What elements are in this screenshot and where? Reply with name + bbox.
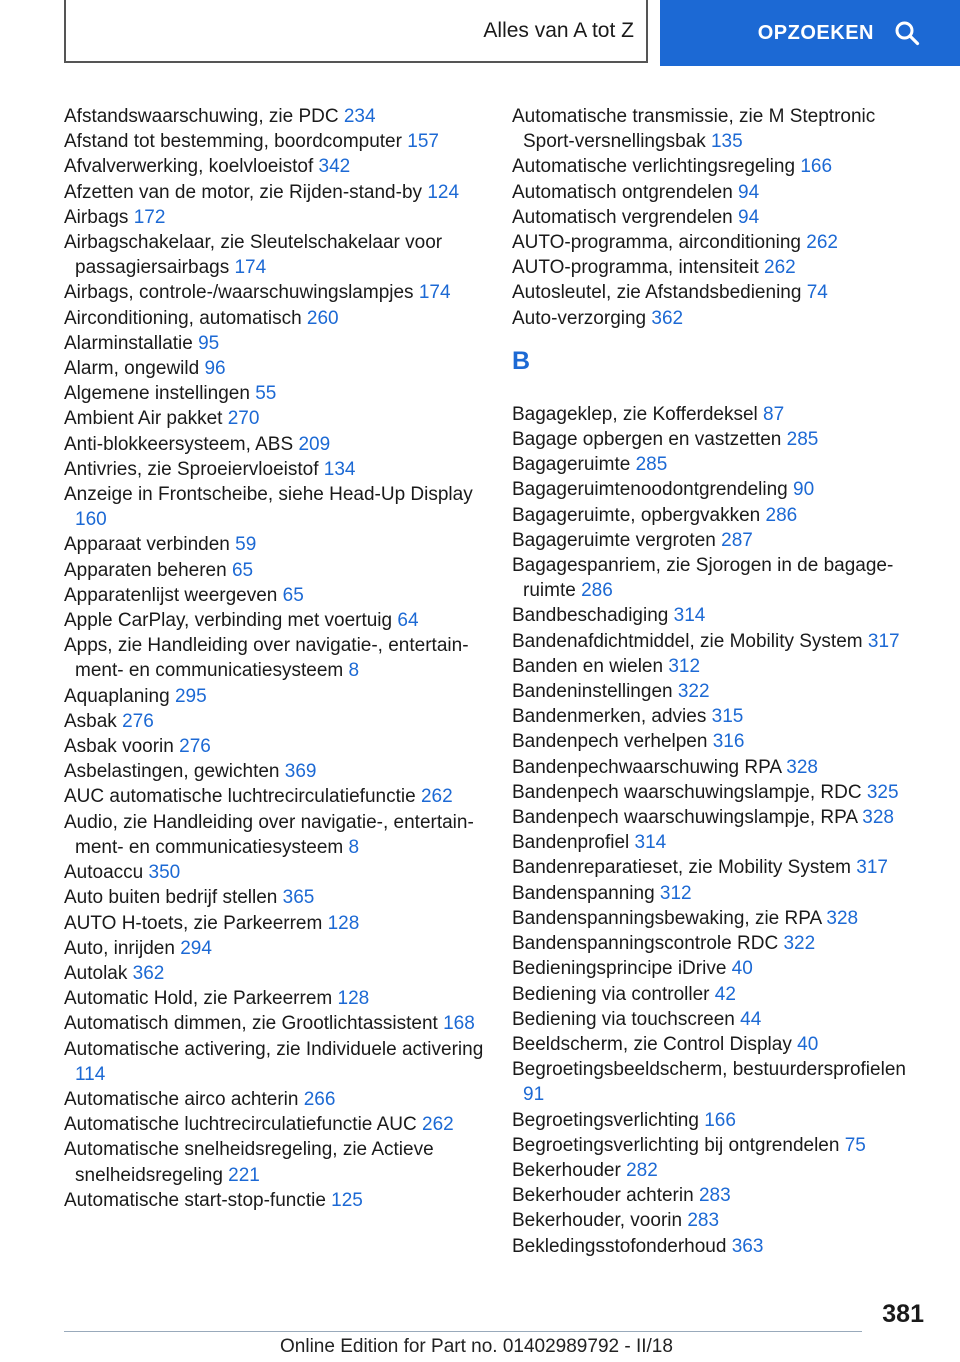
index-entry [512,427,932,452]
index-page-link[interactable]: 59 [235,534,257,556]
index-entry-text: Apparaat verbinden [64,534,230,556]
index-entry-text: Bandenprofiel [512,832,630,854]
index-entry [512,528,932,553]
index-entry-text: Bandenspanningscontrole RDC [512,933,779,955]
index-page-link[interactable]: 42 [714,983,736,1005]
index-page-link[interactable]: 342 [318,156,351,178]
index-entry [64,961,484,986]
index-entry [512,755,932,780]
index-entry [64,911,484,936]
index-entry [64,633,484,683]
index-entry [64,784,484,809]
index-page-link[interactable]: 286 [765,504,798,526]
index-entry [512,1108,932,1133]
index-entry [512,931,932,956]
index-entry [64,684,484,709]
index-entry [64,406,484,431]
index-entry [512,1208,932,1233]
index-entry-text: Airbags, controle-/waarschuwingslampjes [64,282,414,304]
index-page-link[interactable]: 285 [635,454,668,476]
section-letter: B [512,346,531,375]
index-entry-text: AUC automatische luchtrecirculatiefunctie [64,786,416,808]
index-entry [512,452,932,477]
index-entry [512,679,932,704]
index-entry [512,205,932,230]
index-entry-text: Beeldscherm, zie Control Display [512,1033,792,1055]
footer-divider [64,1331,862,1332]
index-entry-text: Asbak [64,710,117,732]
index-page-link[interactable]: 168 [443,1013,475,1035]
index-page-link[interactable]: 40 [731,958,753,980]
index-entry-text: Airbagschakelaar, zie Sleutelschakelaar voor passagiersairbags [64,232,443,279]
index-tab[interactable] [64,0,648,63]
index-entry-text: Bagageruimte [512,454,631,476]
index-page-link[interactable]: 234 [343,106,376,127]
index-entry-text: Afzetten van de motor, zie Rijden-stand-by [64,181,423,203]
index-entry-text: Auto-verzorging [512,307,647,329]
index-entry-text: Automatische activering, zie Individuele activering [64,1038,484,1060]
index-entry [64,1011,484,1036]
index-entry-text: Automatische luchtrecirculatiefunctie AUC [64,1114,417,1136]
index-page-link[interactable]: 260 [306,307,339,329]
index-page-link[interactable]: 365 [282,887,315,909]
index-entry [64,154,484,179]
index-entry [64,205,484,230]
index-entry-text: Automatisch ontgrendelen [512,181,733,203]
index-entry-text: Automatische snelheidsregeling, zie Actieve snelheidsregeling [64,1139,434,1186]
index-entry [512,154,932,179]
index-page-link[interactable]: 96 [204,358,226,380]
index-entry-text: Bekledingsstofonderhoud [512,1235,727,1257]
index-entry-text: Aquaplaning [64,685,170,707]
index-entry [512,1183,932,1208]
index-entry-text: Apparaten beheren [64,559,227,581]
index-entry [64,381,484,406]
index-entry-text: Autosleutel, zie Afstandsbediening [512,282,802,304]
index-page-link[interactable]: 55 [255,383,277,405]
index-page-link[interactable]: 317 [856,857,888,879]
index-entry-text: Apps, zie Handleiding over navigatie-, entertainment- en communicatiesysteem [64,635,469,682]
index-entry [64,810,484,860]
index-entry [512,1133,932,1158]
index-entry [512,881,932,906]
index-column-left [64,104,484,1213]
index-entry [512,255,932,280]
index-entry-text: Bagageruimtenoodontgrendeling [512,479,788,501]
index-page-link[interactable]: 312 [659,882,692,904]
index-entry [64,709,484,734]
index-page-link[interactable]: 128 [327,912,360,934]
index-page-link[interactable]: 114 [75,1063,106,1085]
index-entry [64,230,484,280]
index-page-link[interactable]: 44 [740,1008,762,1030]
index-page-link[interactable]: 40 [797,1033,819,1055]
index-entry-text: Automatische airco achterin [64,1088,299,1110]
index-entry [64,1137,484,1187]
index-entry-text: Bagageruimte vergroten [512,529,716,551]
index-entry-text: Apparatenlijst weergeven [64,584,278,606]
index-page-link[interactable]: 282 [626,1159,658,1181]
index-page-link[interactable]: 276 [122,710,154,732]
index-entry [64,583,484,608]
index-entry-text: Bediening via touchscreen [512,1008,735,1030]
search-tab-button[interactable] [660,0,960,66]
search-icon [894,20,920,46]
index-page-link[interactable]: 286 [581,580,613,602]
index-page-link[interactable]: 262 [420,786,453,808]
index-page-link[interactable]: 325 [866,781,899,803]
index-entry [64,356,484,381]
index-entry-text: Alarminstallatie [64,332,193,354]
index-entry-text: Anzeige in Frontscheibe, siehe Head-Up Display [64,484,473,506]
index-entry [64,532,484,557]
index-entry-text: Bandenmerken, advies [512,706,707,728]
index-page-link[interactable]: 134 [323,458,356,480]
index-page-link[interactable]: 369 [284,761,317,783]
index-entry-text: Asbak voorin [64,736,174,758]
index-entry-text: Begroetingsverlichting [512,1109,699,1131]
index-entry [64,734,484,759]
index-page-link[interactable]: 328 [862,807,894,829]
index-entry [512,830,932,855]
index-page-link[interactable]: 74 [806,282,828,304]
index-entry-text: Alarm, ongewild [64,358,200,380]
index-entry [64,860,484,885]
index-page-link[interactable]: 160 [75,509,107,531]
index-page-link[interactable]: 75 [844,1134,866,1156]
index-page-link[interactable]: 295 [174,685,207,707]
footer-text: Online Edition for Part no. 01402989792 - II/18 [280,1336,673,1357]
index-entry [512,704,932,729]
index-entry [512,1158,932,1183]
index-page-link[interactable]: 174 [418,282,451,304]
index-entry-text: Automatische transmissie, zie M Steptronic Sport-versnellingsbak [512,106,876,153]
index-page-link[interactable]: 209 [298,433,331,455]
index-entry [512,477,932,502]
index-entry-text: Bandenpech waarschuwingslampje, RDC [512,781,862,803]
index-entry [64,936,484,961]
index-entry [512,805,932,830]
index-entry-text: Autolak [64,962,128,984]
index-entry [64,1037,484,1087]
index-page-link[interactable]: 276 [179,736,211,758]
index-entry-text: Bediening via controller [512,983,710,1005]
index-entry-text: Automatisch vergrendelen [512,206,733,228]
index-tab-label: Alles van A tot Z [483,18,634,42]
index-entry-text: Airconditioning, automatisch [64,307,302,329]
index-entry [512,180,932,205]
index-page-link[interactable]: 317 [867,630,900,652]
index-entry-text: AUTO-programma, intensiteit [512,257,759,279]
index-entry [64,104,484,129]
index-entry [64,280,484,305]
index-entry [512,956,932,981]
index-entry [512,1234,932,1259]
page-header [0,0,960,66]
index-entry [512,982,932,1007]
index-entry-text: Algemene instellingen [64,383,250,405]
index-entry [512,729,932,754]
index-entry-text: Bandeninstellingen [512,681,673,703]
index-entry [512,306,932,331]
index-entry-text: Automatische start-stop-functie [64,1189,326,1211]
search-tab-label: OPZOEKEN [757,21,874,44]
index-page-link[interactable]: 221 [228,1164,260,1186]
index-entry-text: Afvalverwerking, koelvloeistof [64,156,314,178]
index-page-link[interactable]: 350 [148,862,181,884]
index-entry-text: Afstand tot bestemming, boordcomputer [64,131,402,153]
index-entry [512,629,932,654]
index-entry [64,885,484,910]
index-entry [512,230,932,255]
index-entry-text: Bandenafdichtmiddel, zie Mobility System [512,630,863,652]
index-page-link[interactable]: 172 [133,206,166,228]
index-page-link[interactable]: 362 [651,307,684,329]
index-entry-text: Auto buiten bedrijf stellen [64,887,278,909]
index-page-link[interactable]: 314 [673,605,706,627]
index-entry-text: Anti-blokkeersysteem, ABS [64,433,294,455]
index-entry-text: Begroetingsbeeldscherm, bestuurdersprofielen [512,1059,906,1081]
index-page-link[interactable]: 65 [282,584,304,606]
page-number: 381 [882,1300,924,1328]
index-page-link[interactable]: 262 [764,257,796,279]
index-page-link[interactable]: 283 [687,1210,720,1232]
index-page-link[interactable]: 157 [407,131,439,153]
index-page-link[interactable]: 87 [763,403,785,425]
index-page-link[interactable]: 94 [738,181,760,203]
index-entry-text: Bandenreparatieset, zie Mobility System [512,857,851,879]
index-page-link[interactable]: 262 [806,232,838,254]
index-page-link[interactable]: 65 [231,559,254,581]
index-page-link[interactable]: 328 [786,756,818,778]
index-page-link[interactable]: 91 [523,1084,545,1106]
index-entry-text: Bandenspanningsbewaking, zie RPA [512,907,822,929]
index-entry [512,855,932,880]
index-entry [512,503,932,528]
index-entry-text: Automatisch dimmen, zie Grootlichtassistent [64,1013,438,1035]
index-page-link[interactable]: 287 [721,529,753,551]
index-entry-text: Apple CarPlay, verbinding met voertuig [64,610,393,632]
index-page-link[interactable]: 285 [786,429,819,451]
index-page-link[interactable]: 312 [668,655,701,677]
index-column-right [512,104,932,1259]
index-page-link[interactable]: 64 [397,610,419,632]
index-page-link[interactable]: 166 [704,1109,736,1131]
index-entry-text: Automatische verlichtingsregeling [512,156,796,178]
index-entry-text: Bekerhouder achterin [512,1185,694,1207]
index-entry [512,654,932,679]
index-entry-text: Airbags [64,206,129,228]
index-entry-text: Bandenpech waarschuwingslampje, RPA [512,807,858,829]
index-entry-text: Asbelastingen, gewichten [64,761,280,783]
index-entry-text: Afstandswaarschuwing, zie PDC [64,106,339,127]
index-entry [64,482,484,532]
index-entry [64,986,484,1011]
index-entry [64,1087,484,1112]
index-entry [512,1032,932,1057]
index-page-link[interactable]: 94 [738,206,760,228]
index-page-link[interactable]: 322 [677,681,710,703]
index-entry [512,1007,932,1032]
index-page-link[interactable]: 166 [800,156,833,178]
index-entry [64,432,484,457]
index-page-link[interactable]: 8 [348,836,360,858]
index-page-link[interactable]: 362 [132,962,165,984]
index-entry-text: Bagagespanriem, zie Sjorogen in de bagageruimte [512,555,894,602]
index-entry [64,608,484,633]
index-entry [512,1057,932,1107]
index-entry-text: Audio, zie Handleiding over navigatie-, entertainment- en communicatiesysteem [64,811,474,858]
index-entry-text: Bekerhouder [512,1159,621,1181]
index-entry [512,780,932,805]
index-entry-text: AUTO H-toets, zie Parkeerrem [64,912,323,934]
index-page-link[interactable]: 266 [303,1088,336,1110]
index-entry-text: Bandenpech verhelpen [512,731,708,753]
index-entry-text: Bagage opbergen en vastzetten [512,429,782,451]
index-page-link[interactable]: 322 [783,933,816,955]
index-page-link[interactable]: 315 [711,706,744,728]
index-entry-text: Bandenpechwaarschuwing RPA [512,756,781,778]
index-entry [64,129,484,154]
index-entry-text: Autoaccu [64,862,144,884]
index-page-link[interactable]: 283 [698,1185,731,1207]
index-entry [512,280,932,305]
index-entry-text: Bekerhouder, voorin [512,1210,683,1232]
index-entry [512,553,932,603]
index-entry-text: Banden en wielen [512,655,664,677]
index-entry [64,1188,484,1213]
index-page-link[interactable]: 135 [710,131,743,153]
index-entry-text: Begroetingsverlichting bij ontgrendelen [512,1134,840,1156]
index-entry-text: Bagageruimte, opbergvakken [512,504,761,526]
index-page-link[interactable]: 124 [427,181,460,203]
index-page-link[interactable]: 316 [712,731,745,753]
index-entry-text: AUTO-programma, airconditioning [512,232,801,254]
index-page-link[interactable]: 294 [180,937,212,959]
index-entry [64,558,484,583]
index-entry [64,759,484,784]
index-page-link[interactable]: 363 [731,1235,764,1257]
index-entry [512,104,932,154]
index-entry [64,1112,484,1137]
index-entry [64,331,484,356]
index-page-link[interactable]: 262 [422,1114,454,1136]
index-page-link[interactable]: 328 [826,907,859,929]
index-entry-text: Antivries, zie Sproeiervloeistof [64,458,319,480]
index-entry-text: Bandenspanning [512,882,655,904]
index-page-link[interactable]: 270 [227,408,260,430]
index-entry-text: Ambient Air pakket [64,408,223,430]
index-entry [64,306,484,331]
index-page-link[interactable]: 125 [331,1189,363,1211]
index-page-link[interactable]: 8 [348,660,360,682]
index-entry-text: Bandbeschadiging [512,605,669,627]
index-entry [512,603,932,628]
index-page-link[interactable]: 90 [793,479,815,501]
index-page-link[interactable]: 314 [634,832,667,854]
index-entry-text: Bedieningsprincipe iDrive [512,958,727,980]
index-entry [64,180,484,205]
index-page-link[interactable]: 95 [198,332,220,354]
index-entry [512,906,932,931]
index-entry [64,457,484,482]
index-page-link[interactable]: 174 [234,257,267,279]
index-entry [512,402,932,427]
index-page-link[interactable]: 128 [337,988,370,1010]
index-entry-text: Automatic Hold, zie Parkeerrem [64,988,333,1010]
index-entry-text: Auto, inrijden [64,937,175,959]
index-entry-text: Bagageklep, zie Kofferdeksel [512,403,758,425]
